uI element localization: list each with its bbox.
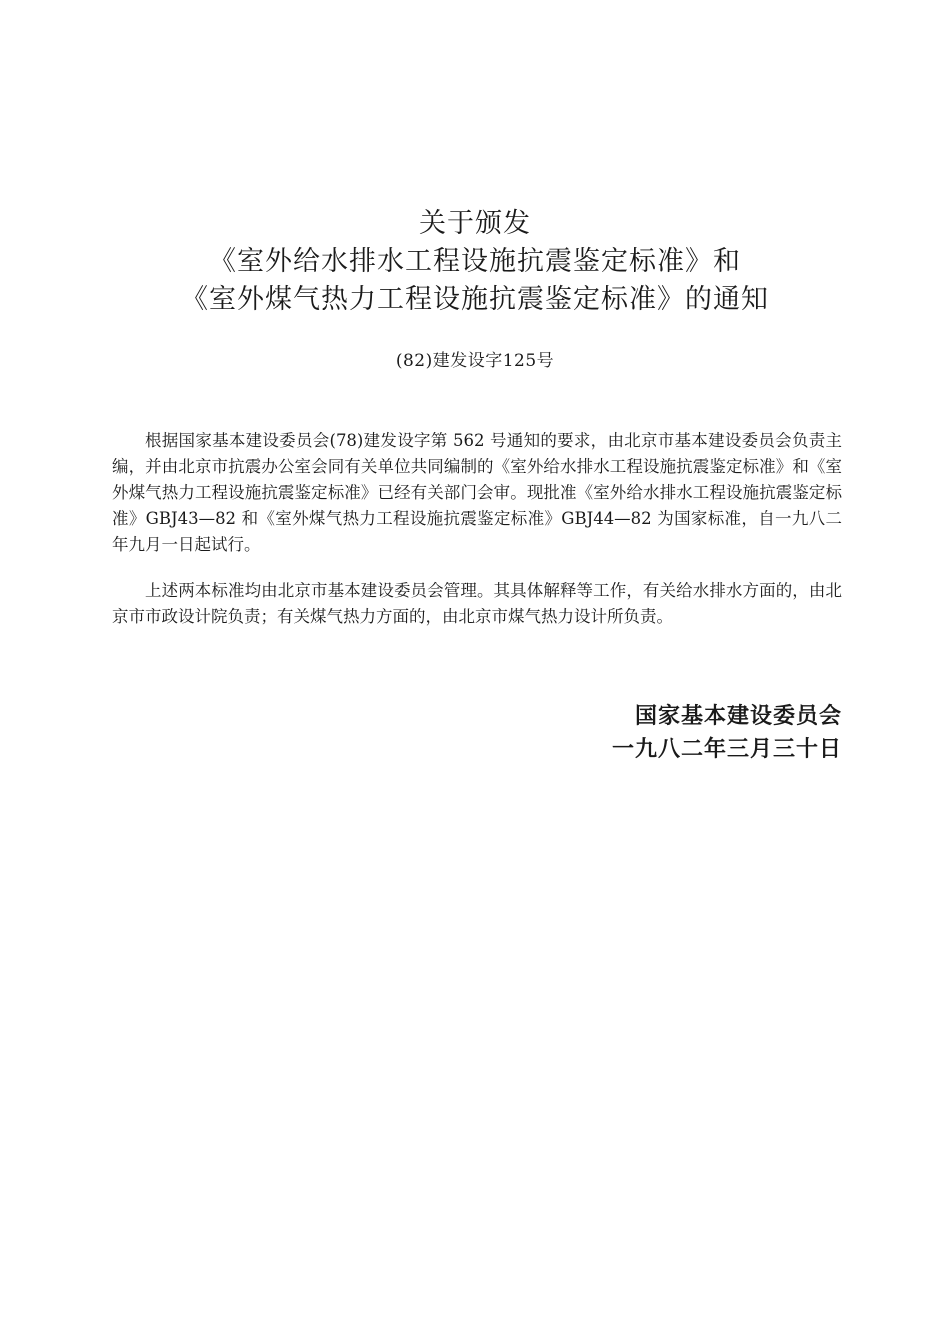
document-number: (82)建发设字125号 bbox=[395, 351, 555, 371]
signature-date: 一九八二年三月三十日 bbox=[611, 737, 842, 762]
document-title bbox=[110, 205, 840, 319]
signature-block bbox=[612, 700, 842, 766]
paragraph-2: 上述两本标准均由北京市基本建设委员会管理。其具体解释等工作，有关给水排水方面的，由北京市市政设计院负责；有关煤气热力方面的，由北京市煤气热力设计所负责。 bbox=[112, 581, 842, 626]
title-line-2: 《室外给水排水工程设施抗震鉴定标准》和 bbox=[209, 246, 741, 277]
title-line-1: 关于颁发 bbox=[419, 208, 531, 239]
paragraph-1: 根据国家基本建设委员会(78)建发设字第 562 号通知的要求，由北京市基本建设委员会负责主编，并由北京市抗震办公室会同有关单位共同编制的《室外给水排水工程设施抗震鉴定标准》和《室外煤气热力工程设施抗震鉴定标准》已经有关部门会审。现批准《室外给水排水工程设施抗震鉴定标准》GBJ43—82 和《室外煤气热力工程设施抗震鉴定标准》GBJ44—82 为国家标准，自一九八二年九月一日起试行。 bbox=[112, 431, 842, 554]
signature-organization: 国家基本建设委员会 bbox=[634, 704, 842, 729]
document-body bbox=[112, 428, 842, 650]
title-line-3: 《室外煤气热力工程设施抗震鉴定标准》的通知 bbox=[181, 284, 769, 315]
